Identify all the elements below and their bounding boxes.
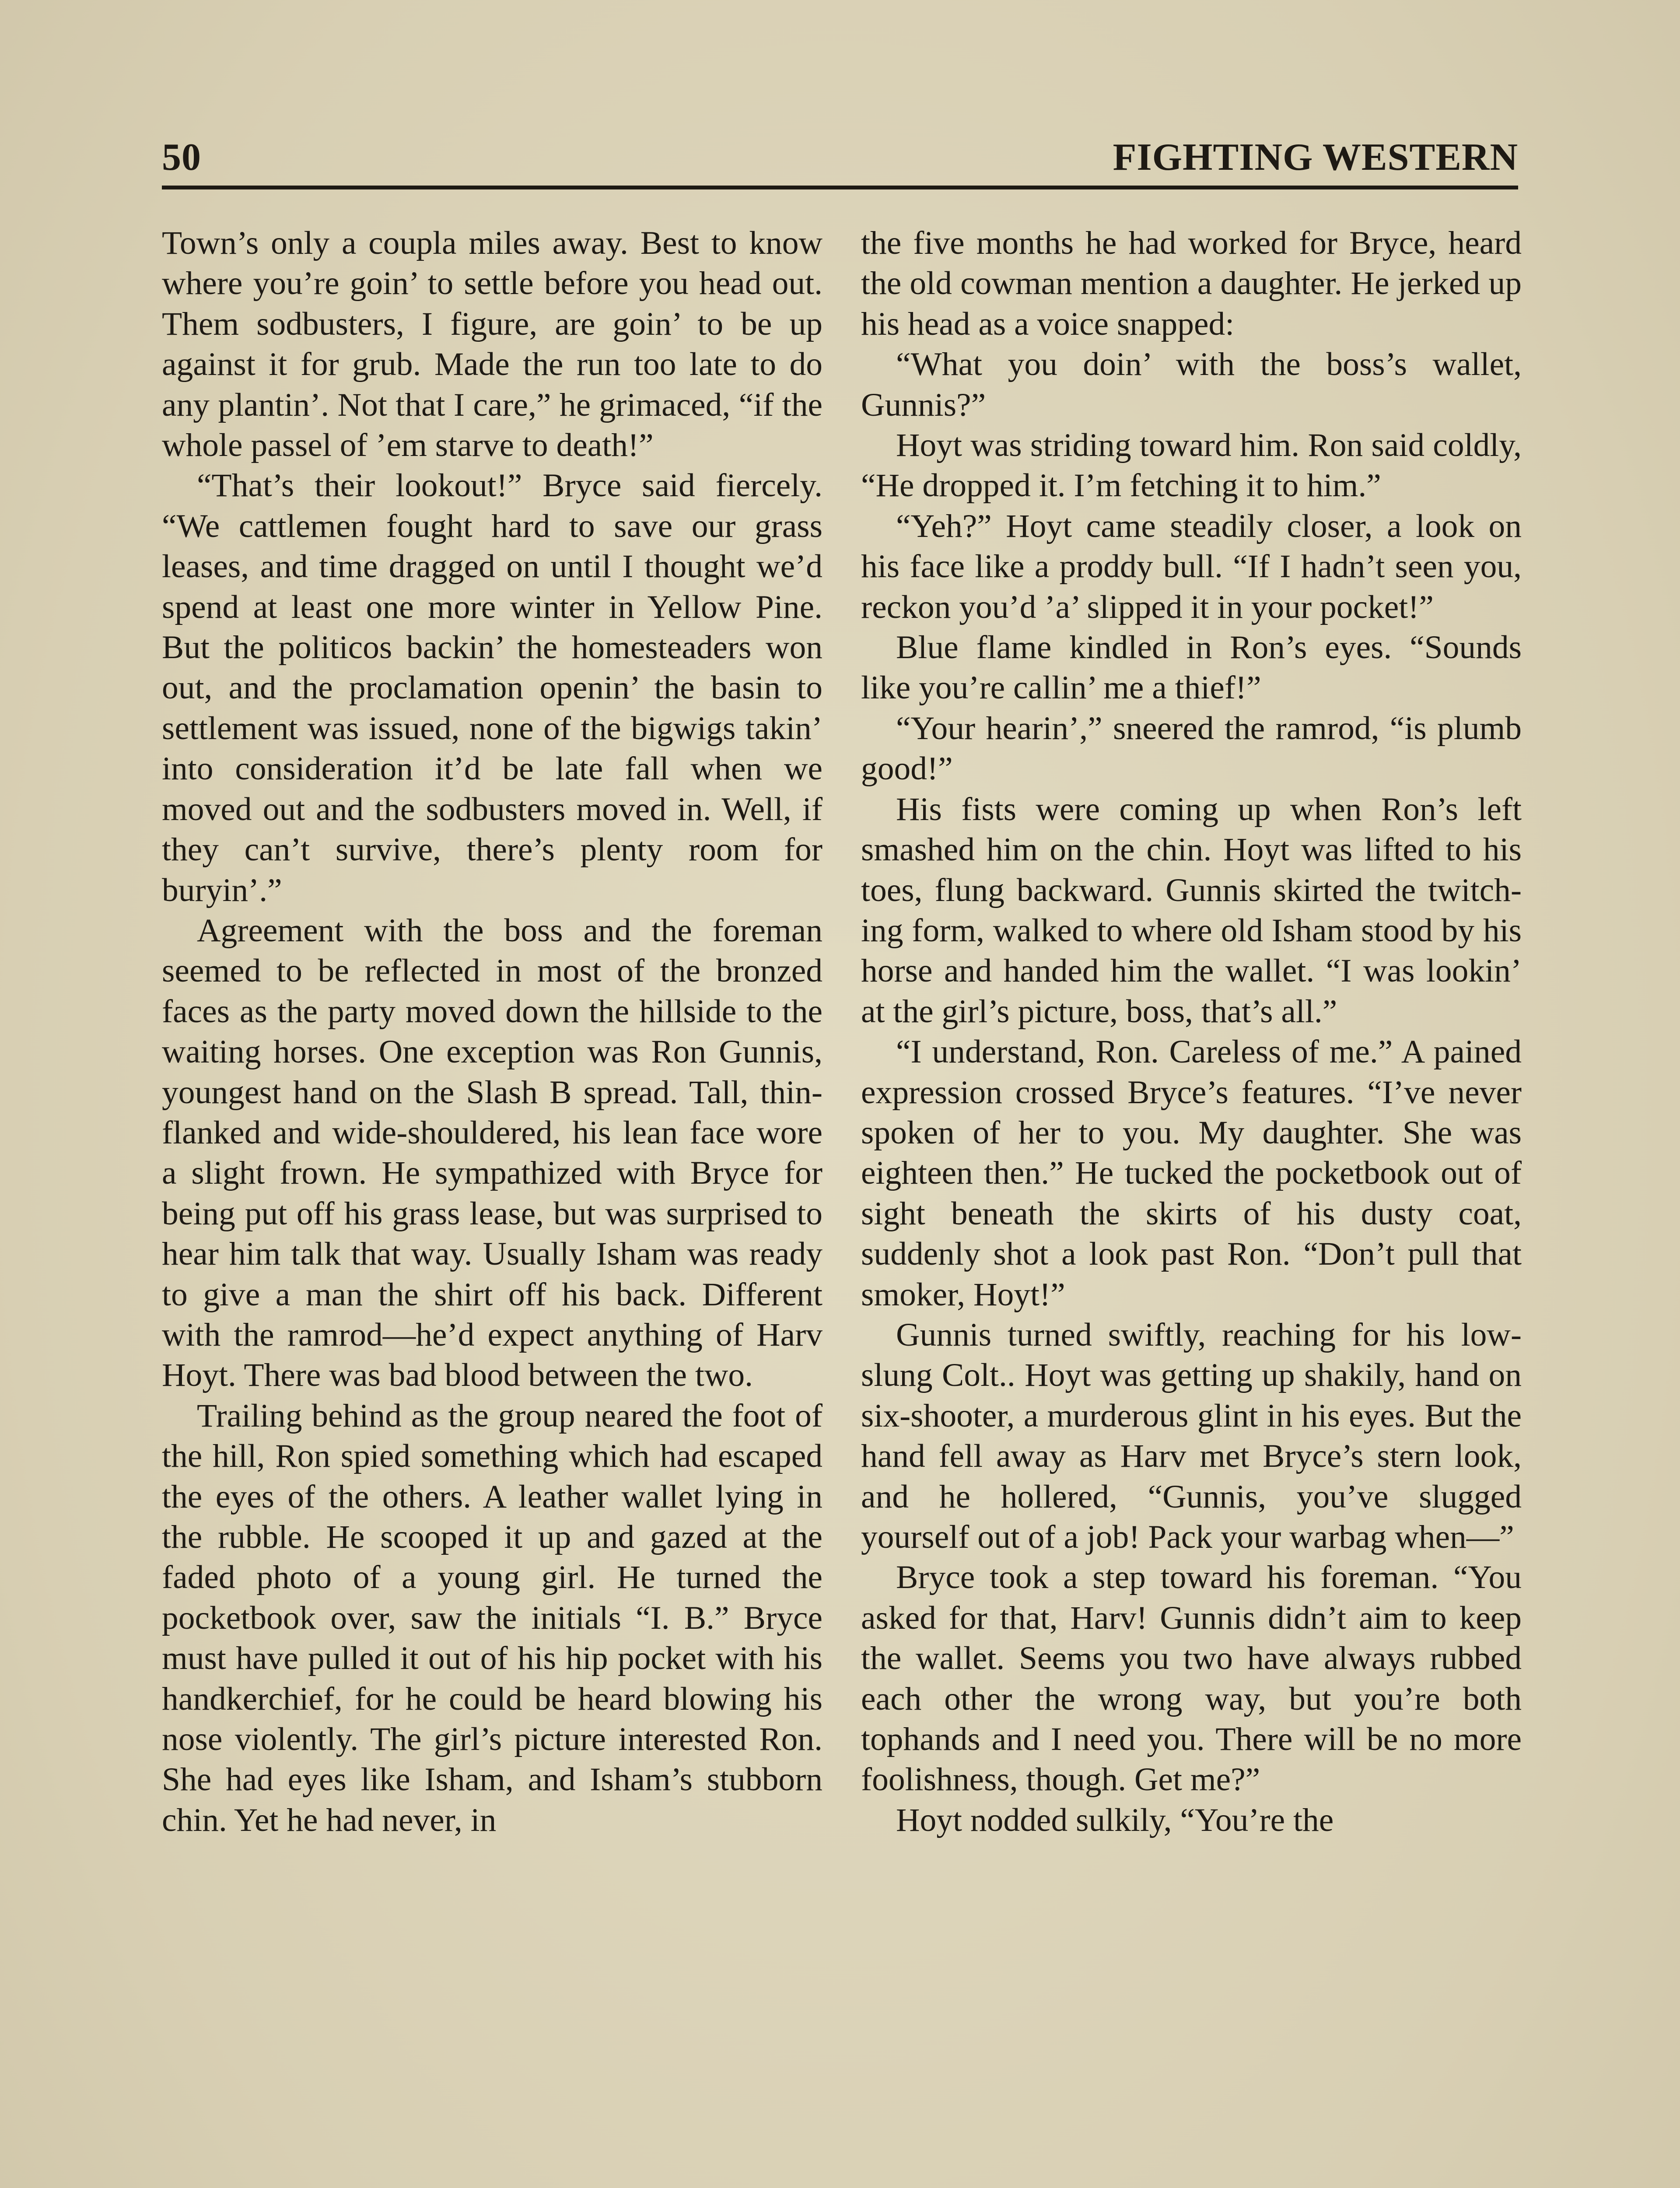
right-paragraph-8: “I understand, Ron. Careless of me.” A pained expression crossed Bryce’s features. “I’ve never spoken of her to you. My daughter. She was eighteen then.” He tucked the pocketbook out of sight beneath the skirts of his dusty coat, suddenly shot a look past Ron. “Don’t pull that smoker, Hoyt!”	[861, 1034, 1522, 1313]
right-paragraph-6: “Your hearin’,” sneered the ramrod, “is plumb good!”	[861, 710, 1522, 787]
right-column	[861, 223, 1522, 1841]
page-number: 50	[162, 136, 201, 179]
right-paragraph-3: Hoyt was striding toward him. Ron said coldly, “He dropped it. I’m fetching it to him.”	[861, 427, 1522, 504]
right-paragraph-9: Gunnis turned swiftly, reaching for his low-slung Colt.. Hoyt was getting up shakily, hand on six-shooter, a murderous glint in his eyes. But the hand fell away as Harv met Bryce’s stern look, and he hollered, “Gunnis, you’ve slugged yourself out of a job! Pack your warbag when—”	[861, 1316, 1522, 1555]
left-column	[162, 223, 822, 1841]
header-rule	[162, 186, 1518, 189]
right-paragraph-2: “What you doin’ with the boss’s wallet, Gunnis?”	[861, 346, 1522, 423]
left-paragraph-4: Trailing behind as the group neared the foot of the hill, Ron spied something which had escaped the eyes of the others. A leather wallet lying in the rubble. He scooped it up and gazed at the faded photo of a young girl. He turned the pocketbook over, saw the initials “I. B.” Bryce must have pulled it out of his hip pocket with his handkerchief, for he could be heard blowing his nose violently. The girl’s picture interested Ron. She had eyes like Isham, and Isham’s stubborn chin. Yet he had never, in	[162, 1397, 822, 1838]
right-paragraph-11: Hoyt nodded sulkily, “You’re the	[896, 1802, 1334, 1838]
page-header	[162, 131, 1518, 179]
left-paragraph-2: “That’s their lookout!” Bryce said fiercely. “We cattlemen fought hard to save our grass leases, and time dragged on until I thought we’d spend at least one more winter in Yellow Pine. But the politicos backin’ the homesteaders won out, and the proclamation openin’ the basin to settlement was issued, none of the bigwigs takin’ into consideration it’d be late fall when we moved out and the sodbusters moved in. Well, if they can’t survive, there’s plenty room for buryin’.”	[162, 467, 822, 908]
right-paragraph-5: Blue flame kindled in Ron’s eyes. “Sounds like you’re callin’ me a thief!”	[861, 629, 1522, 706]
left-paragraph-3: Agreement with the boss and the foreman seemed to be reflected in most of the bronzed faces as the party moved down the hillside to the waiting horses. One exception was Ron Gunnis, youngest hand on the Slash B spread. Tall, thin-flanked and wide-shouldered, his lean face wore a slight frown. He sympathized with Bryce for being put off his grass lease, but was surprised to hear him talk that way. Usually Isham was ready to give a man the shirt off his back. Different with the ramrod—he’d expect anything of Harv Hoyt. There was bad blood between the two.	[162, 912, 822, 1394]
left-paragraph-1: Town’s only a coupla miles away. Best to know where you’re goin’ to settle before you head out. Them sodbusters, I figure, are goin’ to be up against it for grub. Made the run too late to do any plantin’. Not that I care,” he grimaced, “if the whole passel of ’em starve to death!”	[162, 225, 822, 464]
right-paragraph-4: “Yeh?” Hoyt came steadily closer, a look on his face like a proddy bull. “If I hadn’t seen you, reckon you’d ’a’ slipped it in your pocket!”	[861, 508, 1522, 625]
right-paragraph-1: the five months he had worked for Bryce, heard the old cowman mention a daughter. He jerked up his head as a voice snapped:	[861, 225, 1522, 342]
right-paragraph-10: Bryce took a step toward his foreman. “You asked for that, Harv! Gunnis didn’t aim to keep the wallet. Seems you two have always rubbed each other the wrong way, but you’re both tophands and I need you. There will be no more foolishness, though. Get me?”	[861, 1559, 1522, 1798]
running-title: FIGHTING WESTERN	[1113, 136, 1518, 179]
right-paragraph-7: His fists were coming up when Ron’s left smashed him on the chin. Hoyt was lifted to his toes, flung backward. Gunnis skirted the twitching form, walked to where old Isham stood by his horse and handed him the wallet. “I was lookin’ at the girl’s picture, boss, that’s all.”	[861, 791, 1522, 1030]
